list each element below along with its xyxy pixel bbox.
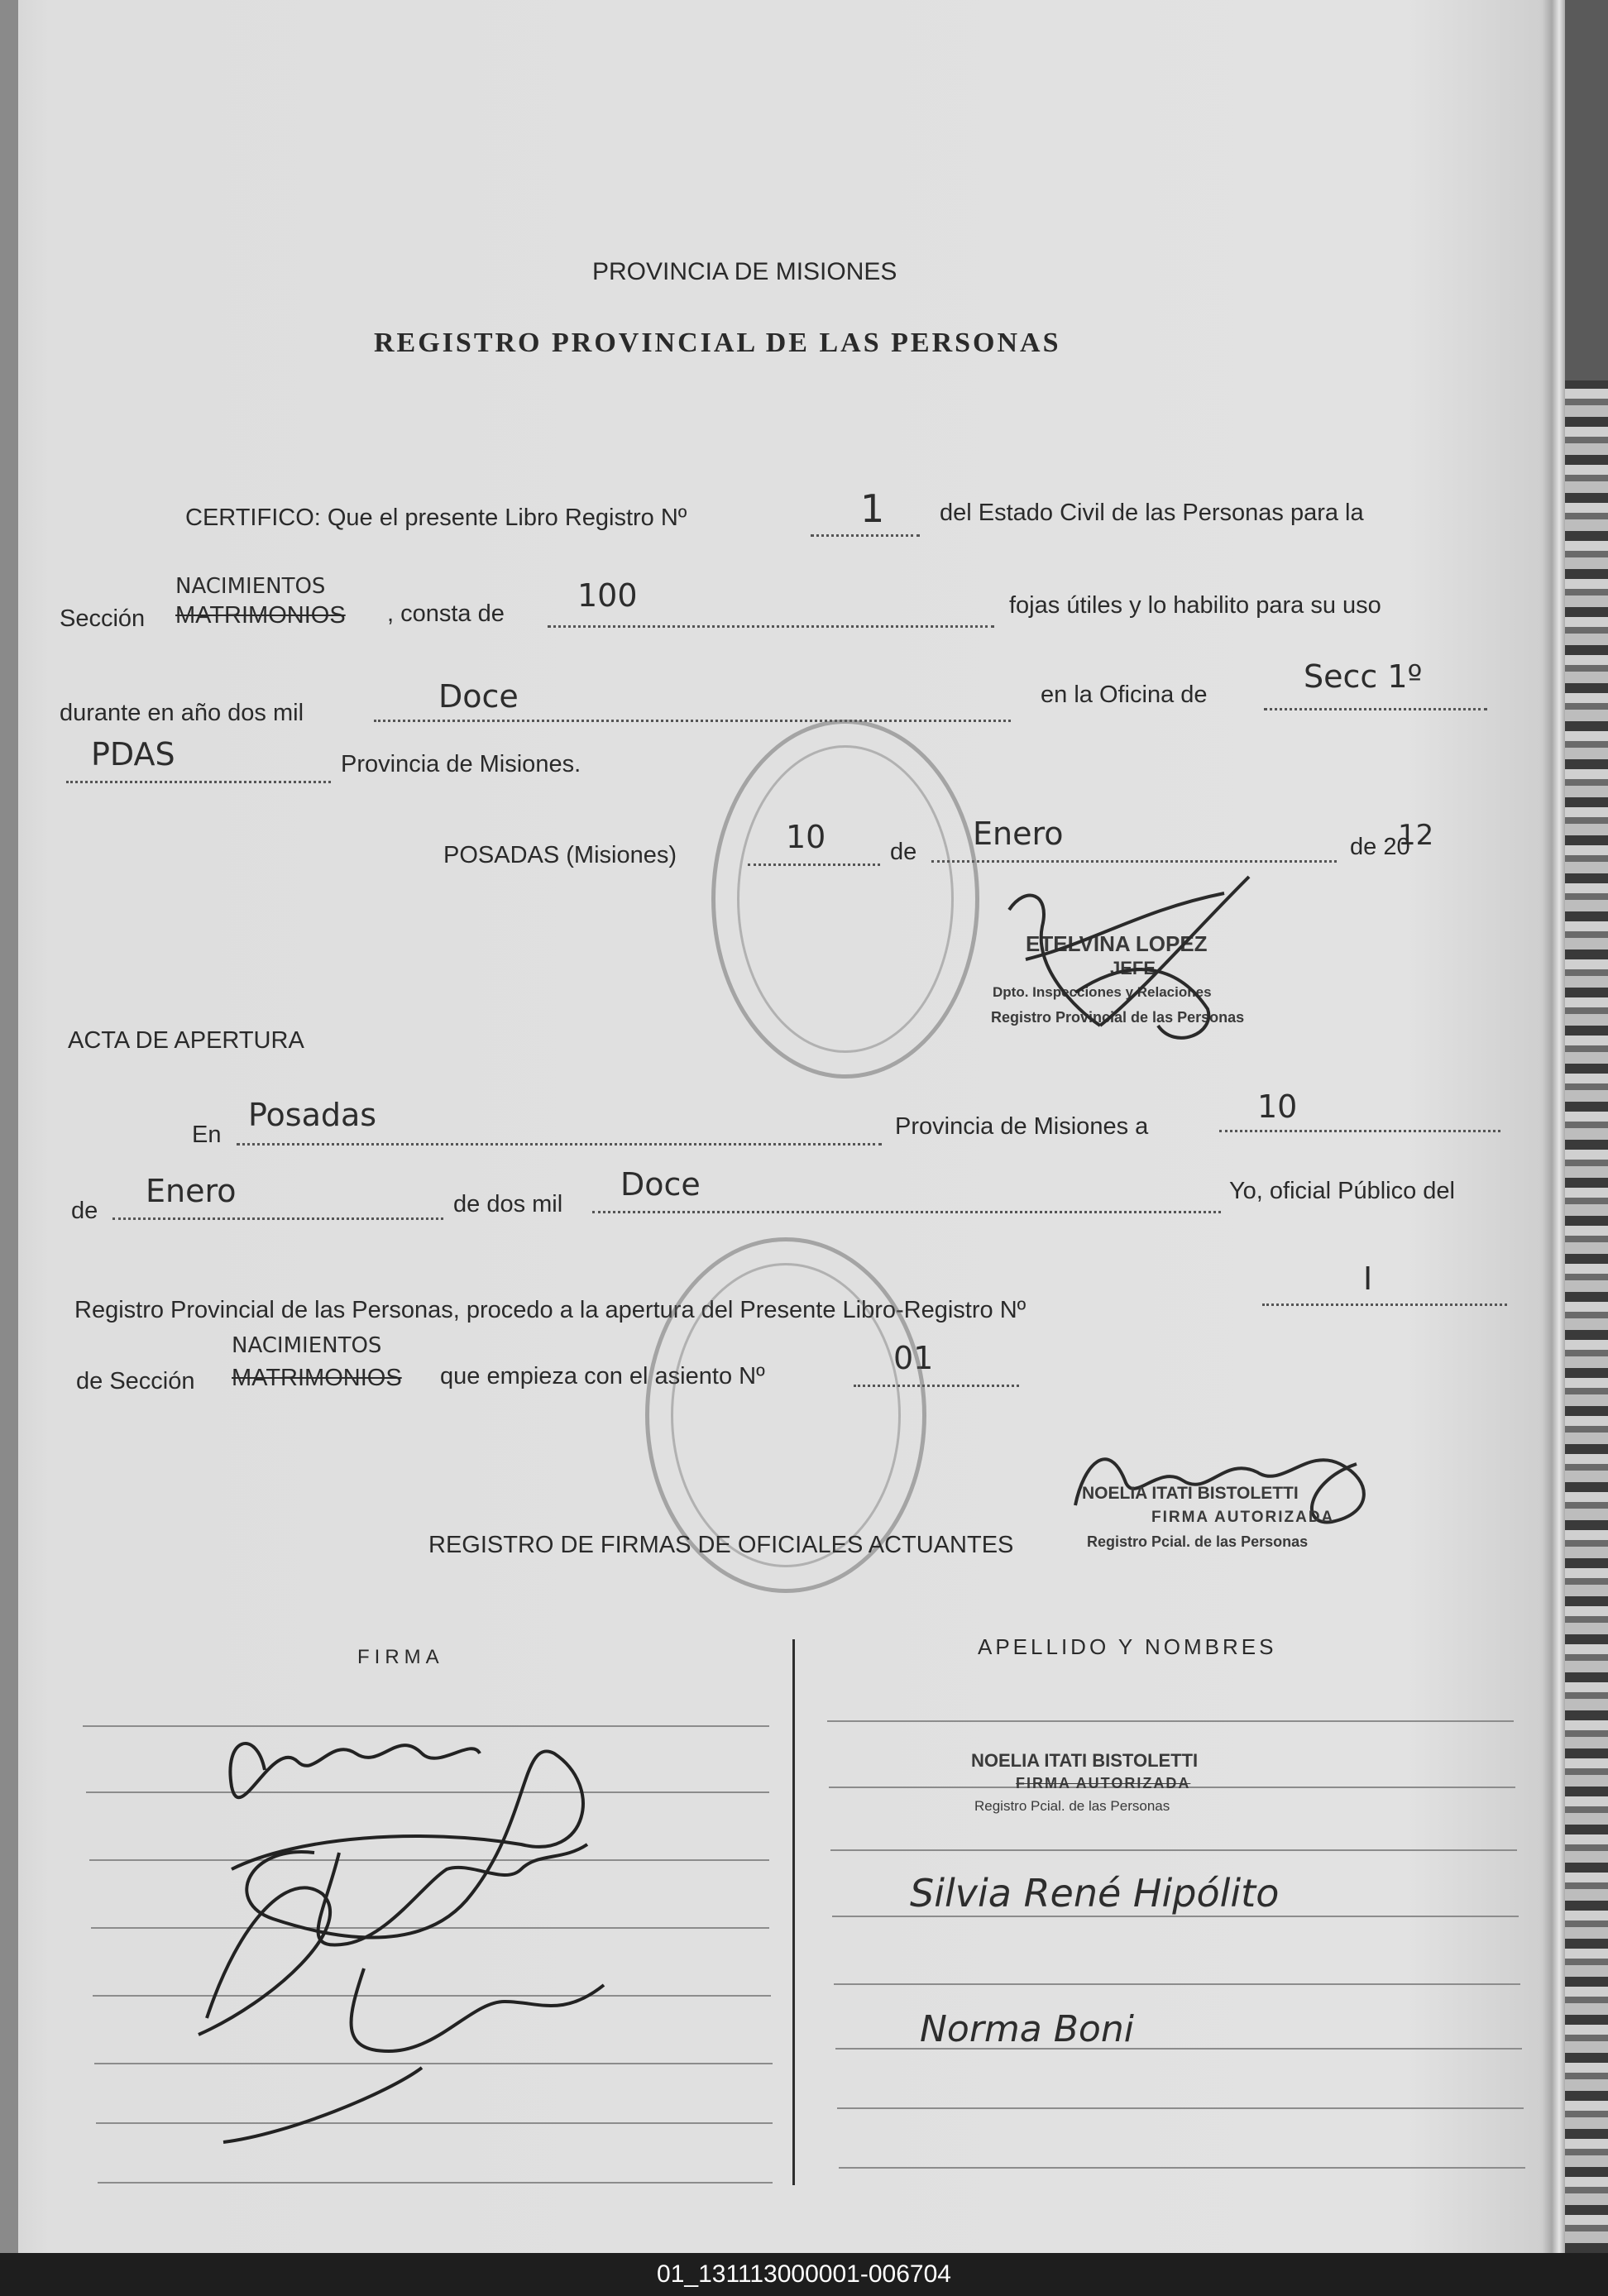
section-handwritten: NACIMIENTOS bbox=[175, 574, 326, 599]
name-stamp-title: FIRMA AUTORIZADA bbox=[1016, 1775, 1191, 1791]
stamp2-name: NOELIA ITATI BISTOLETTI bbox=[1082, 1484, 1299, 1503]
place-handwritten: Posadas bbox=[248, 1097, 377, 1133]
year-prefix: de 20 bbox=[1350, 834, 1410, 860]
dotted-line bbox=[1264, 708, 1487, 710]
opening-day-handwritten: 10 bbox=[1257, 1088, 1298, 1125]
stamp2-registry: Registro Pcial. de las Personas bbox=[1087, 1533, 1309, 1550]
stamp-registry: Registro Provincial de las Personas bbox=[991, 1009, 1245, 1026]
year-suffix-handwritten: 12 bbox=[1398, 819, 1434, 852]
de-label-2: de bbox=[71, 1198, 98, 1224]
section-label: Sección bbox=[60, 605, 146, 632]
year-handwritten: Doce bbox=[438, 678, 519, 715]
column-divider bbox=[792, 1639, 795, 2185]
section-printed-struck: MATRIMONIOS bbox=[175, 602, 346, 629]
signatures-heading: REGISTRO DE FIRMAS DE OFICIALES ACTUANTES bbox=[428, 1532, 1014, 1558]
officer-signatures bbox=[174, 1704, 703, 2150]
opening-year-handwritten: Doce bbox=[620, 1166, 701, 1203]
book-binding bbox=[1565, 0, 1608, 2253]
yo-oficial-text: Yo, oficial Público del bbox=[1229, 1178, 1455, 1204]
name-line bbox=[827, 1720, 1514, 1722]
signature-etelvina bbox=[976, 860, 1274, 1083]
fojas-text: fojas útiles y lo habilito para su uso bbox=[1009, 592, 1381, 619]
officer-name-2: Norma Boni bbox=[920, 2008, 1134, 2050]
de-seccion-label: de Sección bbox=[76, 1368, 195, 1394]
dotted-line bbox=[592, 1211, 1221, 1213]
province-a-label: Provincia de Misiones a bbox=[895, 1113, 1149, 1140]
registry-title: REGISTRO PROVINCIAL DE LAS PERSONAS bbox=[374, 328, 1061, 358]
dotted-line bbox=[237, 1143, 882, 1146]
opening-section-printed-struck: MATRIMONIOS bbox=[232, 1365, 402, 1391]
page-edge bbox=[1542, 0, 1567, 2253]
stamp-name: ETELVINA LOPEZ bbox=[1026, 931, 1208, 956]
name-line bbox=[839, 2167, 1525, 2169]
document-id-footer: 01_131113000001-006704 bbox=[0, 2253, 1608, 2296]
office-place-handwritten: PDAS bbox=[91, 736, 175, 773]
name-stamp-registry: Registro Pcial. de las Personas bbox=[974, 1798, 1170, 1814]
dotted-line bbox=[374, 720, 1011, 722]
cert-line1-end: del Estado Civil de las Personas para la bbox=[940, 500, 1364, 526]
province-title: PROVINCIA DE MISIONES bbox=[592, 258, 897, 285]
opening-month-handwritten: Enero bbox=[146, 1173, 237, 1209]
stamp-title: JEFE bbox=[1110, 958, 1156, 978]
cert-line1-start: CERTIFICO: Que el presente Libro Registro Nº bbox=[185, 505, 687, 531]
office-label: en la Oficina de bbox=[1041, 682, 1208, 708]
month-handwritten: Enero bbox=[973, 816, 1064, 852]
dotted-line bbox=[66, 781, 331, 783]
office-handwritten: Secc 1º bbox=[1304, 658, 1423, 695]
opening-book-number-handwritten: I bbox=[1363, 1260, 1373, 1297]
stamp2-title: FIRMA AUTORIZADA bbox=[1151, 1509, 1335, 1526]
dotted-line bbox=[1262, 1303, 1507, 1306]
opening-section-handwritten: NACIMIENTOS bbox=[232, 1333, 382, 1358]
dotted-line bbox=[1219, 1130, 1500, 1132]
signature-line bbox=[98, 2182, 773, 2184]
name-line bbox=[834, 1983, 1520, 1985]
opening-line3: Registro Provincial de las Personas, procedo a la apertura del Presente Libro-Registro Nº bbox=[74, 1297, 1027, 1323]
asiento-handwritten: 01 bbox=[893, 1340, 934, 1376]
official-seal bbox=[711, 720, 979, 1079]
acta-heading: ACTA DE APERTURA bbox=[68, 1027, 304, 1054]
asiento-label: que empieza con el asiento Nº bbox=[440, 1363, 765, 1390]
fojas-count-handwritten: 100 bbox=[577, 577, 638, 614]
city-label: POSADAS (Misiones) bbox=[443, 842, 677, 868]
name-line bbox=[837, 2107, 1524, 2109]
firma-column-header: FIRMA bbox=[357, 1646, 444, 1668]
name-line bbox=[830, 1849, 1517, 1851]
dotted-line bbox=[548, 625, 994, 628]
book-number-handwritten: 1 bbox=[860, 486, 885, 531]
en-label: En bbox=[192, 1122, 222, 1148]
dotted-line bbox=[112, 1217, 443, 1220]
year-label: durante en año dos mil bbox=[60, 700, 304, 726]
stamp-dept: Dpto. Inspecciones y Relaciones bbox=[993, 984, 1212, 1000]
dotted-line bbox=[811, 534, 920, 537]
name-stamp-name: NOELIA ITATI BISTOLETTI bbox=[971, 1750, 1199, 1771]
consta-de-label: , consta de bbox=[387, 600, 505, 627]
province-text: Provincia de Misiones. bbox=[341, 751, 581, 777]
nombres-column-header: APELLIDO Y NOMBRES bbox=[978, 1634, 1277, 1659]
de-dos-mil-label: de dos mil bbox=[453, 1191, 563, 1217]
name-line bbox=[832, 1916, 1519, 1917]
day-handwritten: 10 bbox=[786, 819, 826, 855]
de-label: de bbox=[890, 839, 917, 865]
officer-name-1: Silvia René Hipólito bbox=[910, 1871, 1280, 1916]
